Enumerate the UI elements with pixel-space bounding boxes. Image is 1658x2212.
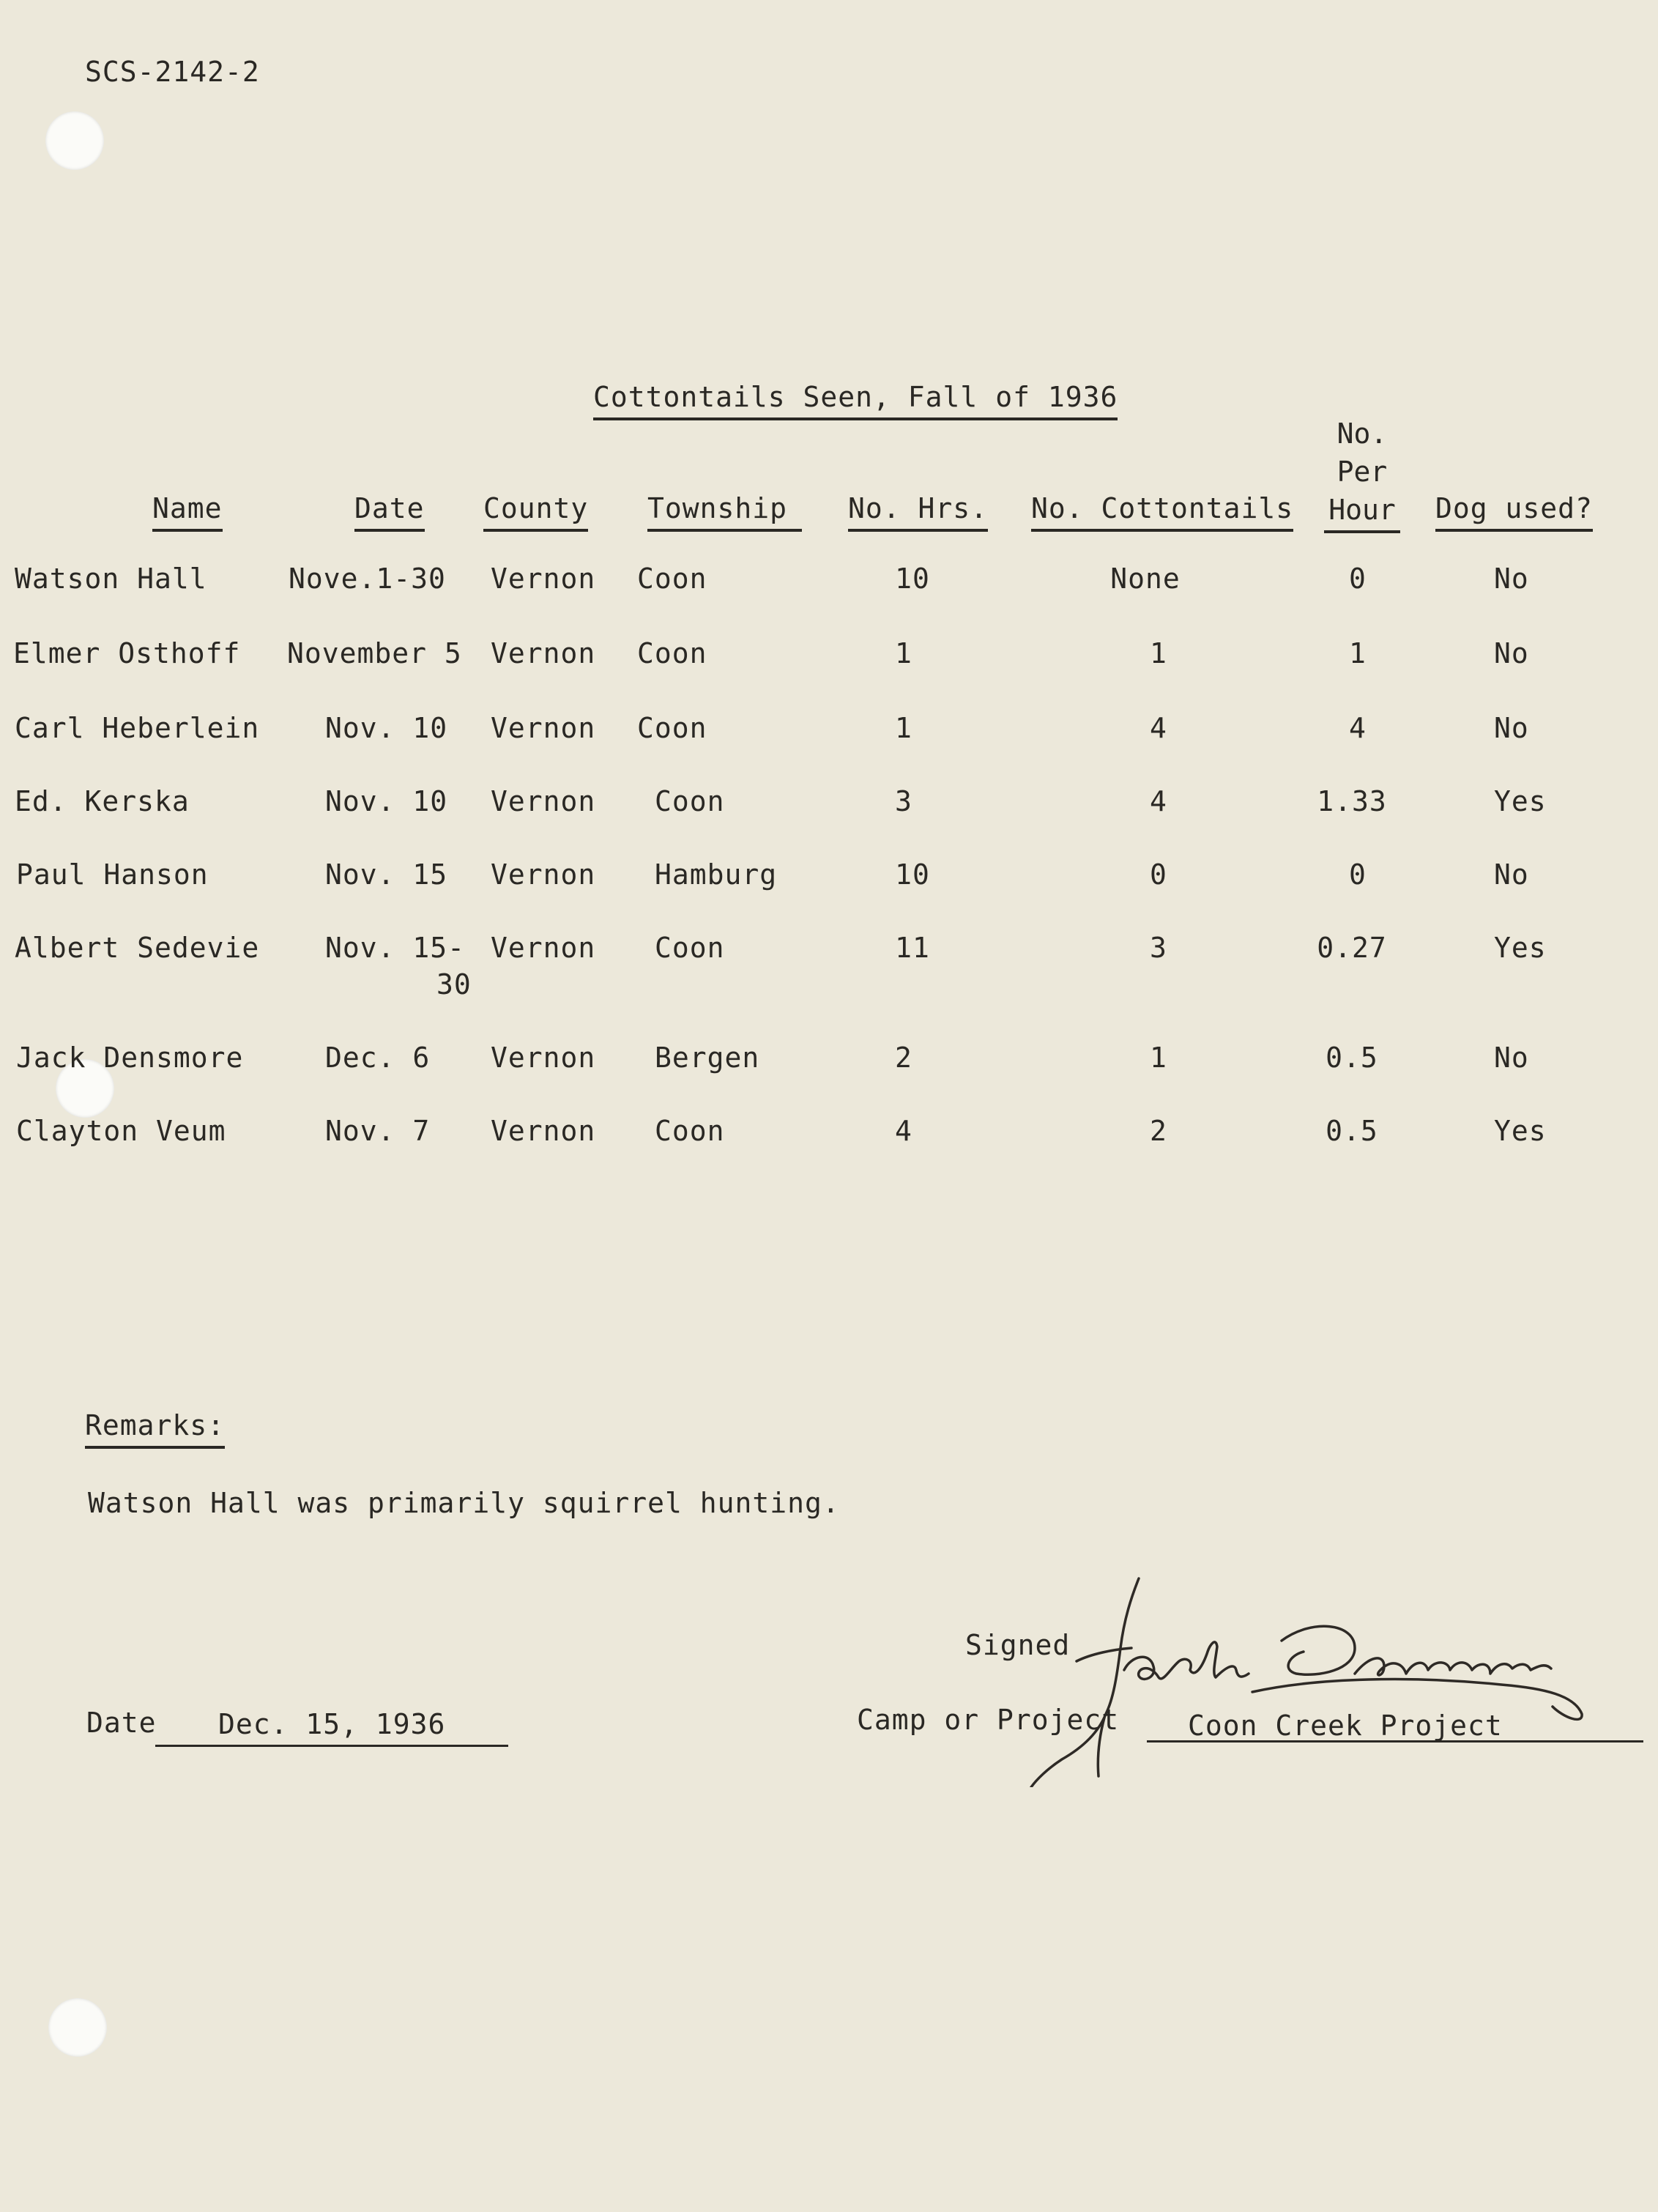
cell-cottontails: 4 bbox=[1150, 712, 1167, 744]
cell-name: Carl Heberlein bbox=[15, 712, 260, 744]
cell-dog-used: No bbox=[1494, 637, 1529, 669]
cell-cottontails: None bbox=[1110, 563, 1181, 595]
header-cottontails: No. Cottontails bbox=[1031, 492, 1293, 532]
document-id: SCS-2142-2 bbox=[85, 56, 260, 88]
cell-cottontails: 2 bbox=[1150, 1115, 1167, 1147]
cell-dog-used: No bbox=[1494, 858, 1529, 891]
cell-dog-used: Yes bbox=[1494, 785, 1547, 817]
remarks-label: Remarks: bbox=[85, 1409, 225, 1449]
cell-per-hour: 0 bbox=[1349, 563, 1367, 595]
cell-date-continued: 30 bbox=[436, 968, 472, 1001]
cell-date: Dec. 6 bbox=[325, 1042, 431, 1074]
cell-per-hour: 1.33 bbox=[1317, 785, 1387, 817]
cell-township: Coon bbox=[637, 637, 707, 669]
cell-dog-used: No bbox=[1494, 1042, 1529, 1074]
signed-label: Signed bbox=[965, 1629, 1071, 1661]
cell-cottontails: 4 bbox=[1150, 785, 1167, 817]
cell-hours: 10 bbox=[895, 563, 930, 595]
header-per-hour-line2: Per bbox=[1337, 456, 1388, 488]
cell-name: Albert Sedevie bbox=[15, 932, 260, 964]
cell-per-hour: 0.27 bbox=[1317, 932, 1387, 964]
cell-date: Nov. 15- bbox=[325, 932, 466, 964]
header-township: Township bbox=[647, 492, 802, 532]
cell-hours: 1 bbox=[895, 637, 912, 669]
header-dog-used: Dog used? bbox=[1435, 492, 1593, 532]
cell-hours: 1 bbox=[895, 712, 912, 744]
remarks-text: Watson Hall was primarily squirrel hunting. bbox=[88, 1487, 840, 1519]
cell-date: Nov. 10 bbox=[325, 785, 448, 817]
header-per-hour bbox=[1324, 415, 1400, 533]
cell-county: Vernon bbox=[491, 932, 596, 964]
cell-name: Watson Hall bbox=[15, 563, 207, 595]
cell-name: Paul Hanson bbox=[16, 858, 209, 891]
header-date: Date bbox=[354, 492, 425, 532]
cell-county: Vernon bbox=[491, 563, 596, 595]
cell-county: Vernon bbox=[491, 858, 596, 891]
cell-hours: 11 bbox=[895, 932, 930, 964]
cell-per-hour: 4 bbox=[1349, 712, 1367, 744]
cell-name: Clayton Veum bbox=[16, 1115, 226, 1147]
cell-date: Nove.1-30 bbox=[289, 563, 446, 595]
cell-township: Coon bbox=[655, 785, 725, 817]
header-county: County bbox=[483, 492, 588, 532]
date-value: Dec. 15, 1936 bbox=[218, 1708, 446, 1740]
cell-cottontails: 1 bbox=[1150, 637, 1167, 669]
table-title: Cottontails Seen, Fall of 1936 bbox=[593, 381, 1118, 420]
cell-cottontails: 1 bbox=[1150, 1042, 1167, 1074]
cell-per-hour: 0 bbox=[1349, 858, 1367, 891]
header-name: Name bbox=[152, 492, 223, 532]
signature bbox=[974, 1567, 1596, 1787]
cell-date: Nov. 10 bbox=[325, 712, 448, 744]
camp-value: Coon Creek Project bbox=[1188, 1710, 1503, 1742]
punch-hole-top bbox=[45, 111, 104, 170]
cell-cottontails: 3 bbox=[1150, 932, 1167, 964]
cell-township: Hamburg bbox=[655, 858, 778, 891]
date-label: Date bbox=[86, 1707, 157, 1739]
cell-hours: 2 bbox=[895, 1042, 912, 1074]
cell-hours: 10 bbox=[895, 858, 930, 891]
cell-dog-used: No bbox=[1494, 712, 1529, 744]
cell-hours: 4 bbox=[895, 1115, 912, 1147]
cell-name: Ed. Kerska bbox=[15, 785, 190, 817]
cell-date: Nov. 7 bbox=[325, 1115, 431, 1147]
cell-county: Vernon bbox=[491, 1115, 596, 1147]
cell-dog-used: No bbox=[1494, 563, 1529, 595]
signature-handwriting bbox=[974, 1567, 1596, 1787]
cell-date: Nov. 15 bbox=[325, 858, 448, 891]
date-underline bbox=[155, 1745, 508, 1747]
cell-township: Coon bbox=[655, 932, 725, 964]
cell-per-hour: 0.5 bbox=[1326, 1115, 1378, 1147]
cell-township: Coon bbox=[637, 712, 707, 744]
punch-hole-bottom bbox=[48, 1998, 107, 2057]
cell-hours: 3 bbox=[895, 785, 912, 817]
cell-township: Bergen bbox=[655, 1042, 760, 1074]
cell-county: Vernon bbox=[491, 785, 596, 817]
cell-name: Elmer Osthoff bbox=[13, 637, 241, 669]
cell-county: Vernon bbox=[491, 1042, 596, 1074]
cell-cottontails: 0 bbox=[1150, 858, 1167, 891]
cell-township: Coon bbox=[655, 1115, 725, 1147]
cell-dog-used: Yes bbox=[1494, 1115, 1547, 1147]
cell-township: Coon bbox=[637, 563, 707, 595]
cell-county: Vernon bbox=[491, 637, 596, 669]
cell-date: November 5 bbox=[287, 637, 462, 669]
cell-county: Vernon bbox=[491, 712, 596, 744]
header-per-hour-line1: No. bbox=[1337, 417, 1388, 450]
header-hours: No. Hrs. bbox=[848, 492, 988, 532]
camp-label: Camp or Project bbox=[857, 1704, 1120, 1736]
header-per-hour-line3: Hour bbox=[1324, 491, 1400, 533]
cell-per-hour: 0.5 bbox=[1326, 1042, 1378, 1074]
cell-name: Jack Densmore bbox=[16, 1042, 244, 1074]
cell-dog-used: Yes bbox=[1494, 932, 1547, 964]
cell-per-hour: 1 bbox=[1349, 637, 1367, 669]
